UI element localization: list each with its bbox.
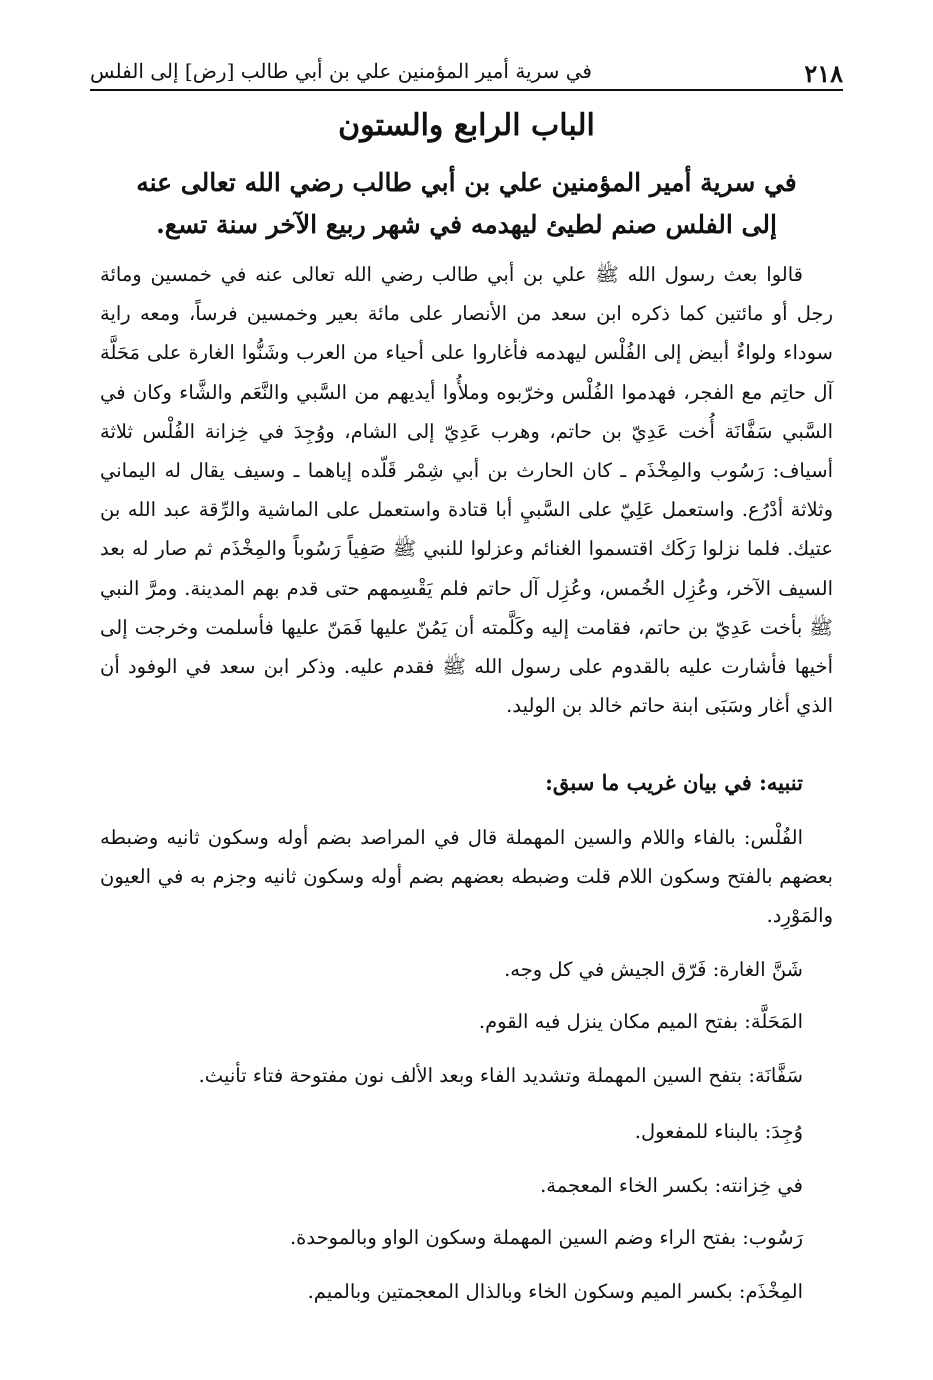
glossary-entry: المِخْذَم: بكسر الميم وسكون الخاء وبالذال المعجمتين وبالميم. xyxy=(307,1280,803,1303)
subtitle-line: في سرية أمير المؤمنين علي بن أبي طالب رضي الله تعالى عنه xyxy=(136,168,797,197)
page-number: ٢١٨ xyxy=(804,59,843,88)
note-heading: تنبيه: في بيان غريب ما سبق: xyxy=(545,770,803,795)
glossary-entry: شَنَّ الغارة: فَرّق الجيش في كل وجه. xyxy=(504,958,803,981)
running-title: في سرية أمير المؤمنين علي بن أبي طالب [رض] إلى الفلس xyxy=(90,59,592,83)
chapter-title: الباب الرابع والستون xyxy=(338,108,595,143)
glossary-entry: سَفَّانَة: بتفح السين المهملة وتشديد الفاء وبعد الألف نون مفتوحة فتاء تأنيث. xyxy=(198,1064,803,1087)
subtitle-line: إلى الفلس صنم لطيئ ليهدمه في شهر ربيع الآخر سنة تسع. xyxy=(156,210,777,239)
body-text xyxy=(100,255,833,725)
header-rule xyxy=(90,89,843,91)
glossary-entry: الفُلْس: بالفاء واللام والسين المهملة قال في المراصد بضم أوله وسكون ثانيه وضبطه بعضهم بالفتح وسكون اللام قلت وضبطه بعضهم بضم أوله وسكون ثانيه وجزم به في العيون والمَوْرِد. xyxy=(100,826,833,927)
page-header xyxy=(90,55,843,91)
glossary-entry: وُجِدَ: بالبناء للمفعول. xyxy=(634,1120,803,1143)
glossary-entry: المَحَلَّة: بفتح الميم مكان ينزل فيه القوم. xyxy=(478,1010,803,1033)
chapter-subtitle xyxy=(110,162,823,246)
glossary-entry: رَسُوب: بفتح الراء وضم السين المهملة وسكون الواو وبالموحدة. xyxy=(289,1226,803,1249)
glossary-entry: في خِزانته: بكسر الخاء المعجمة. xyxy=(540,1174,803,1197)
body-paragraph: قالوا بعث رسول الله ﷺ علي بن أبي طالب رضي الله تعالى عنه في خمسين ومائة رجل أو مائتين كما ذكره ابن سعد من الأنصار على مائة بعير وخمسين فرساً، ومعه راية سوداء ولواءٌ أبيض إلى الفُلْس ليهدمه فأغاروا على أحياء من العرب وشَنُّوا الغارة على مَحَلَّة آل حاتِم مع الفجر، فهدموا الفُلْس وخرّبوه وملأُوا أيديهم من السَّبي والنَّعَم والشَّاء وكان في السَّبي سَفَّانَة أُخت عَدِيّ بن حاتم، وهرب عَدِيّ إلى الشام، ووُجِدَ في خِزانة الفُلْس ثلاثة أسياف: رَسُوب والمِخْذَم ـ كان الحارث بن أبي شِمْر قَلّده إياهما ـ وسيف يقال له اليماني وثلاثة أدْرُع. واستعمل عَلِيّ على السَّبيِ أبا قتادة واستعمل على الماشية والرِّقة عبد الله بن عتيك. فلما نزلوا رَكَك اقتسموا الغنائم وعزلوا للنبي ﷺ صَفِياً رَسُوباً والمِخْذَم ثم صار له بعد السيف الآخر، وعُزِل الخُمس، وعُزِل آل حاتم فلم يَقْسِمهم حتى قدم بهم المدينة. ومرَّ النبي ﷺ بأخت عَدِيّ بن حاتم، فقامت إليه وكَلَّمته أن يَمُنّ عليها فَمَنّ عليها فأسلمت وخرجت إلى أخيها فأشارت عليه بالقدوم على رسول الله ﷺ فقدم عليه. وذكر ابن سعد في الوفود أن الذي أغار وسَبَى ابنة حاتم خالد بن الوليد. xyxy=(100,263,833,718)
